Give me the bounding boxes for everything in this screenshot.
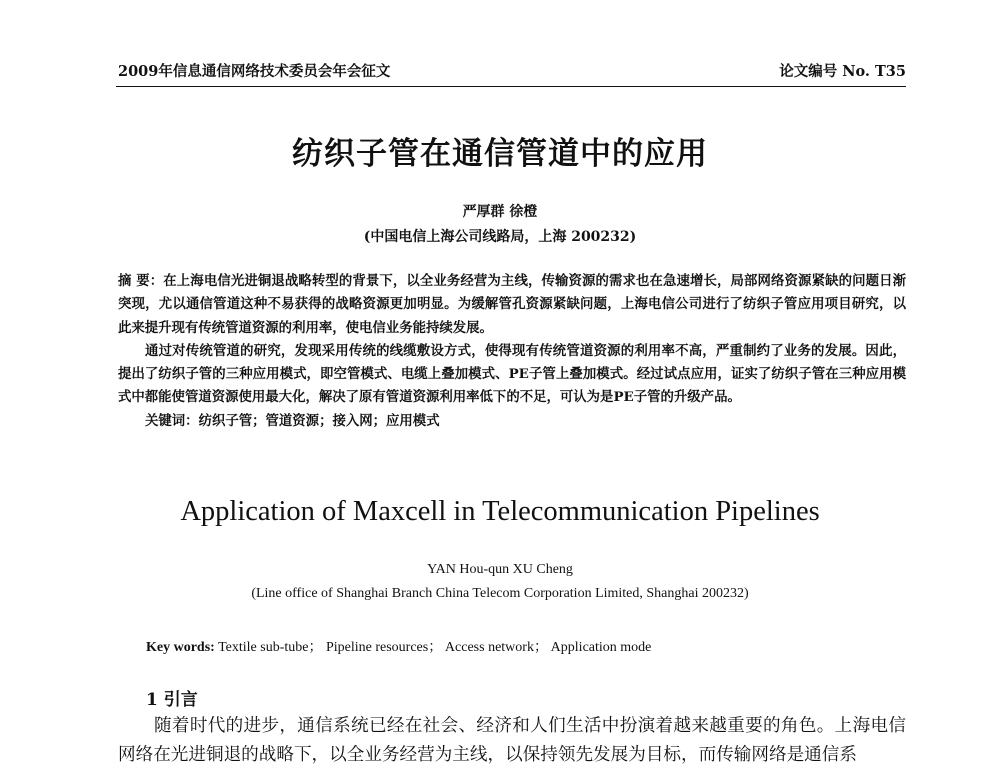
abstract-paragraph-2: 通过对传统管道的研究，发现采用传统的线缆敷设方式，使得现有传统管道资源的利用率不高，严重制约了业务的发展。因此，提出了纺织子管的三种应用模式，即空管模式、电缆上叠加模式、PE子管上叠加模式。经过试点应用，证实了纺织子管在三种应用模式中都能使管道资源使用最大化，解决了原有管道资源利用率低下的不足，可认为是PE子管的升级产品。: [118, 342, 906, 406]
header-paper-number: 论文编号 No. T35: [779, 63, 906, 80]
running-header: [118, 60, 906, 81]
paper-title-en: Application of Maxcell in Telecommunication Pipelines: [180, 496, 820, 527]
introduction-paragraph: 随着时代的进步，通信系统已经在社会、经济和人们生活中扮演着越来越重要的角色。上海电信网络在光进铜退的战略下，以全业务经营为主线，以保持领先发展为目标，而传输网络是通信系: [118, 716, 906, 765]
abstract-cn: [118, 270, 906, 433]
keywords-cn: [118, 410, 906, 433]
keywords-en: [146, 636, 651, 656]
affiliation-en: (Line office of Shanghai Branch China Telecom Corporation Limited, Shanghai 200232): [251, 586, 749, 601]
header-rule: [116, 86, 906, 87]
abstract-paragraph-1: [118, 270, 906, 340]
abstract-text-1: 在上海电信光进铜退战略转型的背景下，以全业务经营为主线，传输资源的需求也在急速增长，局部网络资源紧缺的问题日渐突现，尤以通信管道这种不易获得的战略资源更加明显。为缓解管孔资源紧缺问题，上海电信公司进行了纺织子管应用项目研究，以此来提升现有传统管道资源的利用率，使电信业务能持续发展。: [118, 273, 906, 336]
keywords-cn-text: 纺织子管；管道资源；接入网；应用模式: [198, 412, 440, 429]
keywords-en-label: Key words:: [146, 640, 215, 655]
section-heading-introduction: 1 引言: [146, 690, 198, 710]
keywords-en-text: Textile sub-tube； Pipeline resources； Access network； Application mode: [218, 640, 652, 655]
header-conference: 2009年信息通信网络技术委员会年会征文: [118, 63, 391, 80]
introduction-body: [118, 712, 906, 770]
affiliation-cn: (中国电信上海公司线路局，上海 200232): [363, 229, 637, 245]
keywords-cn-label: 关键词：: [145, 412, 199, 429]
paper-title-cn: 纺织子管在通信管道中的应用: [292, 136, 708, 172]
authors-en: YAN Hou-qun XU Cheng: [427, 562, 573, 577]
abstract-label: 摘 要：: [118, 273, 164, 289]
authors-cn: 严厚群 徐橙: [462, 204, 538, 220]
